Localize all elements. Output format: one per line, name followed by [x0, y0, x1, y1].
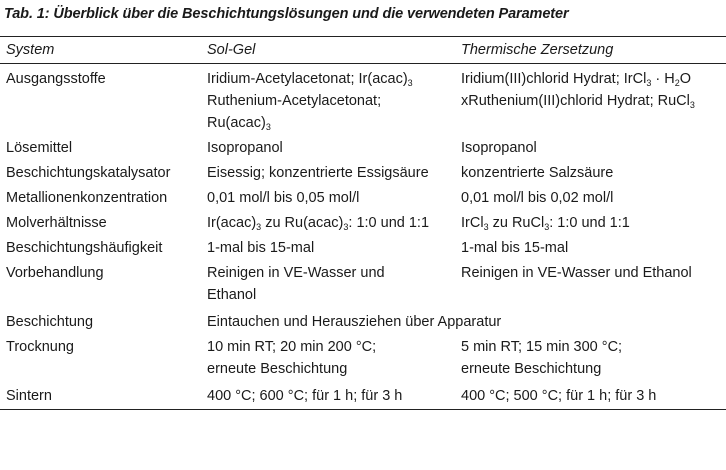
cell-thermisch: 1-mal bis 15-mal — [461, 240, 569, 256]
cell-text: Ru(acac) — [207, 115, 266, 131]
cell-sol-gel: 1-mal bis 15-mal — [207, 240, 315, 256]
cell-merged: Eintauchen und Herausziehen über Apparatur — [207, 314, 502, 330]
cell-sol-gel: Isopropanol — [207, 140, 283, 156]
cell-text: Iridium(III)chlorid Hydrat; IrCl — [461, 71, 647, 87]
cell-sol-gel — [201, 209, 455, 234]
row-label: Sintern — [0, 382, 201, 410]
cell-text: O — [679, 71, 691, 87]
row-label: Beschichtung — [6, 314, 94, 330]
subscript: 3 — [265, 122, 271, 132]
parameter-table — [0, 36, 726, 410]
cell-text: : 1:0 und 1:1 — [348, 215, 430, 231]
cell-text: xRuthenium(III)chlorid Hydrat; RuCl — [461, 93, 690, 109]
cell-sol-gel: 0,01 mol/l bis 0,05 mol/l — [207, 190, 360, 206]
cell-thermisch: konzentrierte Salzsäure — [461, 165, 614, 181]
cell-text: Ruthenium-Acetylacetonat; — [207, 93, 382, 109]
cell-text: 10 min RT; 20 min 200 °C; — [207, 339, 377, 355]
cell-thermisch: Reinigen in VE-Wasser und Ethanol — [461, 265, 692, 281]
table-header-row — [0, 37, 726, 64]
cell-thermisch: 400 °C; 500 °C; für 1 h; für 3 h — [455, 382, 726, 410]
cell-text: erneute Beschichtung — [207, 361, 348, 377]
cell-text: IrCl — [461, 215, 484, 231]
cell-sol-gel — [201, 333, 455, 382]
row-label: Ausgangsstoffe — [6, 71, 106, 87]
subscript: 3 — [646, 78, 652, 88]
header-sol-gel: Sol-Gel — [201, 37, 455, 64]
cell-text: Reinigen in VE-Wasser und — [207, 265, 385, 281]
cell-text: Ethanol — [207, 287, 257, 303]
table-row — [0, 259, 726, 308]
cell-text: Ir(acac) — [207, 215, 257, 231]
row-label: Beschichtungshäufigkeit — [6, 240, 163, 256]
cell-text: Iridium-Acetylacetonat; Ir(acac) — [207, 71, 408, 87]
table-row — [0, 134, 726, 159]
cell-text: 5 min RT; 15 min 300 °C; — [461, 339, 623, 355]
cell-sol-gel — [201, 259, 455, 308]
header-system: System — [0, 37, 201, 64]
cell-text: zu Ru(acac) — [261, 215, 344, 231]
table-row — [0, 382, 726, 410]
subscript: 3 — [483, 222, 489, 232]
table-row — [0, 234, 726, 259]
subscript: 3 — [689, 100, 695, 110]
cell-sol-gel: 400 °C; 600 °C; für 1 h; für 3 h — [201, 382, 455, 410]
table-row — [0, 333, 726, 382]
cell-thermisch — [455, 209, 726, 234]
cell-thermisch — [455, 333, 726, 382]
row-label: Trocknung — [6, 339, 74, 355]
row-label: Vorbehandlung — [6, 265, 104, 281]
cell-sol-gel — [201, 64, 455, 135]
cell-thermisch: 0,01 mol/l bis 0,02 mol/l — [461, 190, 614, 206]
row-label: Beschichtungskatalysator — [6, 165, 171, 181]
subscript: 2 — [674, 78, 680, 88]
table-row — [0, 184, 726, 209]
subscript: 3 — [407, 78, 413, 88]
row-label: Molverhältnisse — [6, 215, 107, 231]
row-label: Metallionenkonzentration — [6, 190, 168, 206]
table-row — [0, 159, 726, 184]
subscript: 3 — [544, 222, 550, 232]
table-row — [0, 308, 726, 333]
cell-text: erneute Beschichtung — [461, 361, 602, 377]
cell-thermisch: Isopropanol — [461, 140, 537, 156]
row-label: Lösemittel — [6, 140, 73, 156]
cell-thermisch — [455, 64, 726, 135]
header-thermische-zersetzung: Thermische Zersetzung — [455, 37, 726, 64]
table-caption: Tab. 1: Überblick über die Beschichtungslösungen und die verwendeten Parameter — [4, 6, 569, 22]
subscript: 3 — [256, 222, 262, 232]
cell-text: : 1:0 und 1:1 — [549, 215, 630, 231]
cell-sol-gel: Eisessig; konzentrierte Essigsäure — [207, 165, 429, 181]
subscript: 3 — [343, 222, 349, 232]
table-row — [0, 209, 726, 234]
table-row — [0, 64, 726, 135]
cell-text: · H — [651, 71, 675, 87]
cell-text: zu RuCl — [488, 215, 545, 231]
